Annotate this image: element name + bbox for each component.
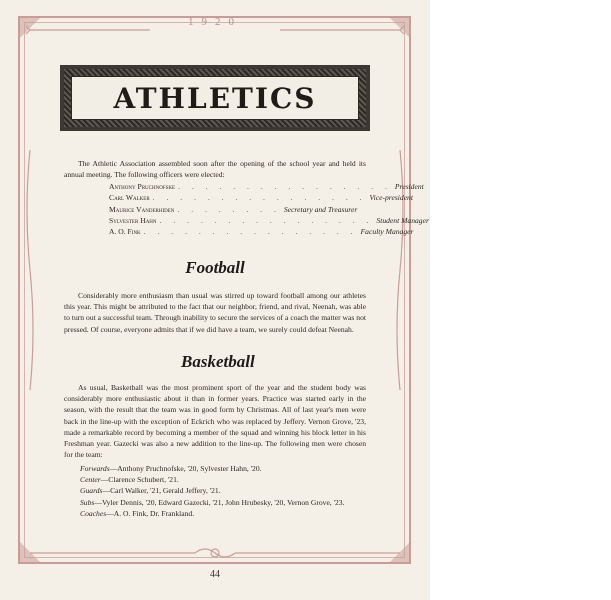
year-header: 1920 <box>188 16 242 28</box>
roster-position: Forwards <box>80 464 110 473</box>
basketball-paragraph <box>64 382 366 460</box>
leader-dots: . . . . . . . . . . . . . . . . <box>152 193 367 203</box>
intro-paragraph <box>64 158 366 180</box>
football-heading: Football <box>185 258 245 277</box>
title-banner-inner <box>71 76 359 120</box>
officer-role: Vice-president <box>369 193 413 203</box>
leader-dots: . . . . . . . . . . . . . . . . <box>159 215 374 225</box>
roster-names: Vyler Dennis, '20, Edward Gazecki, '21, John Hrubesky, '20, Vernon Grove, '23. <box>101 497 345 507</box>
officer-row <box>109 215 429 226</box>
roster-names: Clarence Schubert, '21. <box>108 475 179 485</box>
roster-row: Coaches—A. O. Fink, Dr. Frankland. <box>80 508 195 518</box>
officer-row <box>109 204 358 215</box>
leader-dots: . . . . . . . . . . . . . . . . <box>178 182 392 191</box>
officer-row <box>109 181 424 192</box>
roster-position: Coaches <box>80 508 107 518</box>
leader-dots: . . . . . . . . . . . . . . . . <box>143 227 358 237</box>
officer-name: Sylvester Hahn <box>109 215 157 225</box>
roster-row: Center—Clarence Schubert, '21. <box>80 475 179 485</box>
officer-role: Secretary and Treasurer <box>283 204 358 214</box>
officer-role: President <box>394 182 424 191</box>
officer-name: A. O. Fink <box>109 227 141 237</box>
officer-name: Carl Walker <box>109 193 150 203</box>
officer-name: Anthony Pruchnofske <box>109 182 176 191</box>
roster-names: A. O. Fink, Dr. Frankland. <box>113 508 195 518</box>
officer-name: Maurice Vanderhiden <box>109 204 175 214</box>
title-banner <box>60 65 370 131</box>
roster-row: Guards—Carl Walker, '21, Gerald Jeffery, '21. <box>80 486 221 496</box>
page-number: 44 <box>210 569 220 580</box>
officers-list <box>109 181 429 237</box>
roster-names: Anthony Pruchnofske, '20, Sylvester Hahn, '20. <box>117 464 262 473</box>
roster-position: Center <box>80 475 101 485</box>
roster-position: Guards <box>80 486 103 496</box>
team-roster <box>80 463 366 519</box>
intro-text: The Athletic Association assembled soon after the opening of the school year and held its annual meeting. The following officers were elected: <box>64 159 366 180</box>
roster-names: Carl Walker, '21, Gerald Jeffery, '21. <box>110 486 221 496</box>
basketball-text: As usual, Basketball was the most prominent sport of the year and the student body was considerably more enthusiastic about it than in former years. Practice was started early in the season, with the result that the team was in good form by Christmas. All of last year's men were back in the line-up with the exception of Eckrich who was replaced by Jeffery. Vernon Grove, '23, made a remarkable record by becoming a member of the squad and winning his block letter in his Freshman year. Gazecki was also a new addition to the line-up. The following men were chosen for the team: <box>64 383 366 460</box>
basketball-heading: Basketball <box>181 352 255 371</box>
title-banner-pattern <box>64 69 366 127</box>
officer-row <box>109 192 413 203</box>
roster-position: Subs <box>80 497 95 507</box>
football-text: Considerably more enthusiasm than usual was stirred up toward football among our athletes this year. This might be attributed to the fact that our neighbor, friend, and rival, Neenah, was able to turn out a successful team. Through inability to secure the services of a coach the matter was not pressed. Of course, everyone admits that if we did have a team, we surely could defeat Neenah. <box>64 291 366 334</box>
page-title: ATHLETICS <box>113 81 317 115</box>
leader-dots: . . . . . . . . <box>177 204 281 214</box>
football-paragraph <box>64 290 366 335</box>
officer-role: Student Manager <box>376 215 429 225</box>
roster-row: Forwards—Anthony Pruchnofske, '20, Sylvester Hahn, '20. <box>80 464 262 473</box>
officer-role: Faculty Manager <box>360 227 414 237</box>
officer-row <box>109 226 414 237</box>
roster-row: Subs—Vyler Dennis, '20, Edward Gazecki, '21, John Hrubesky, '20, Vernon Grove, '23. <box>80 497 345 507</box>
